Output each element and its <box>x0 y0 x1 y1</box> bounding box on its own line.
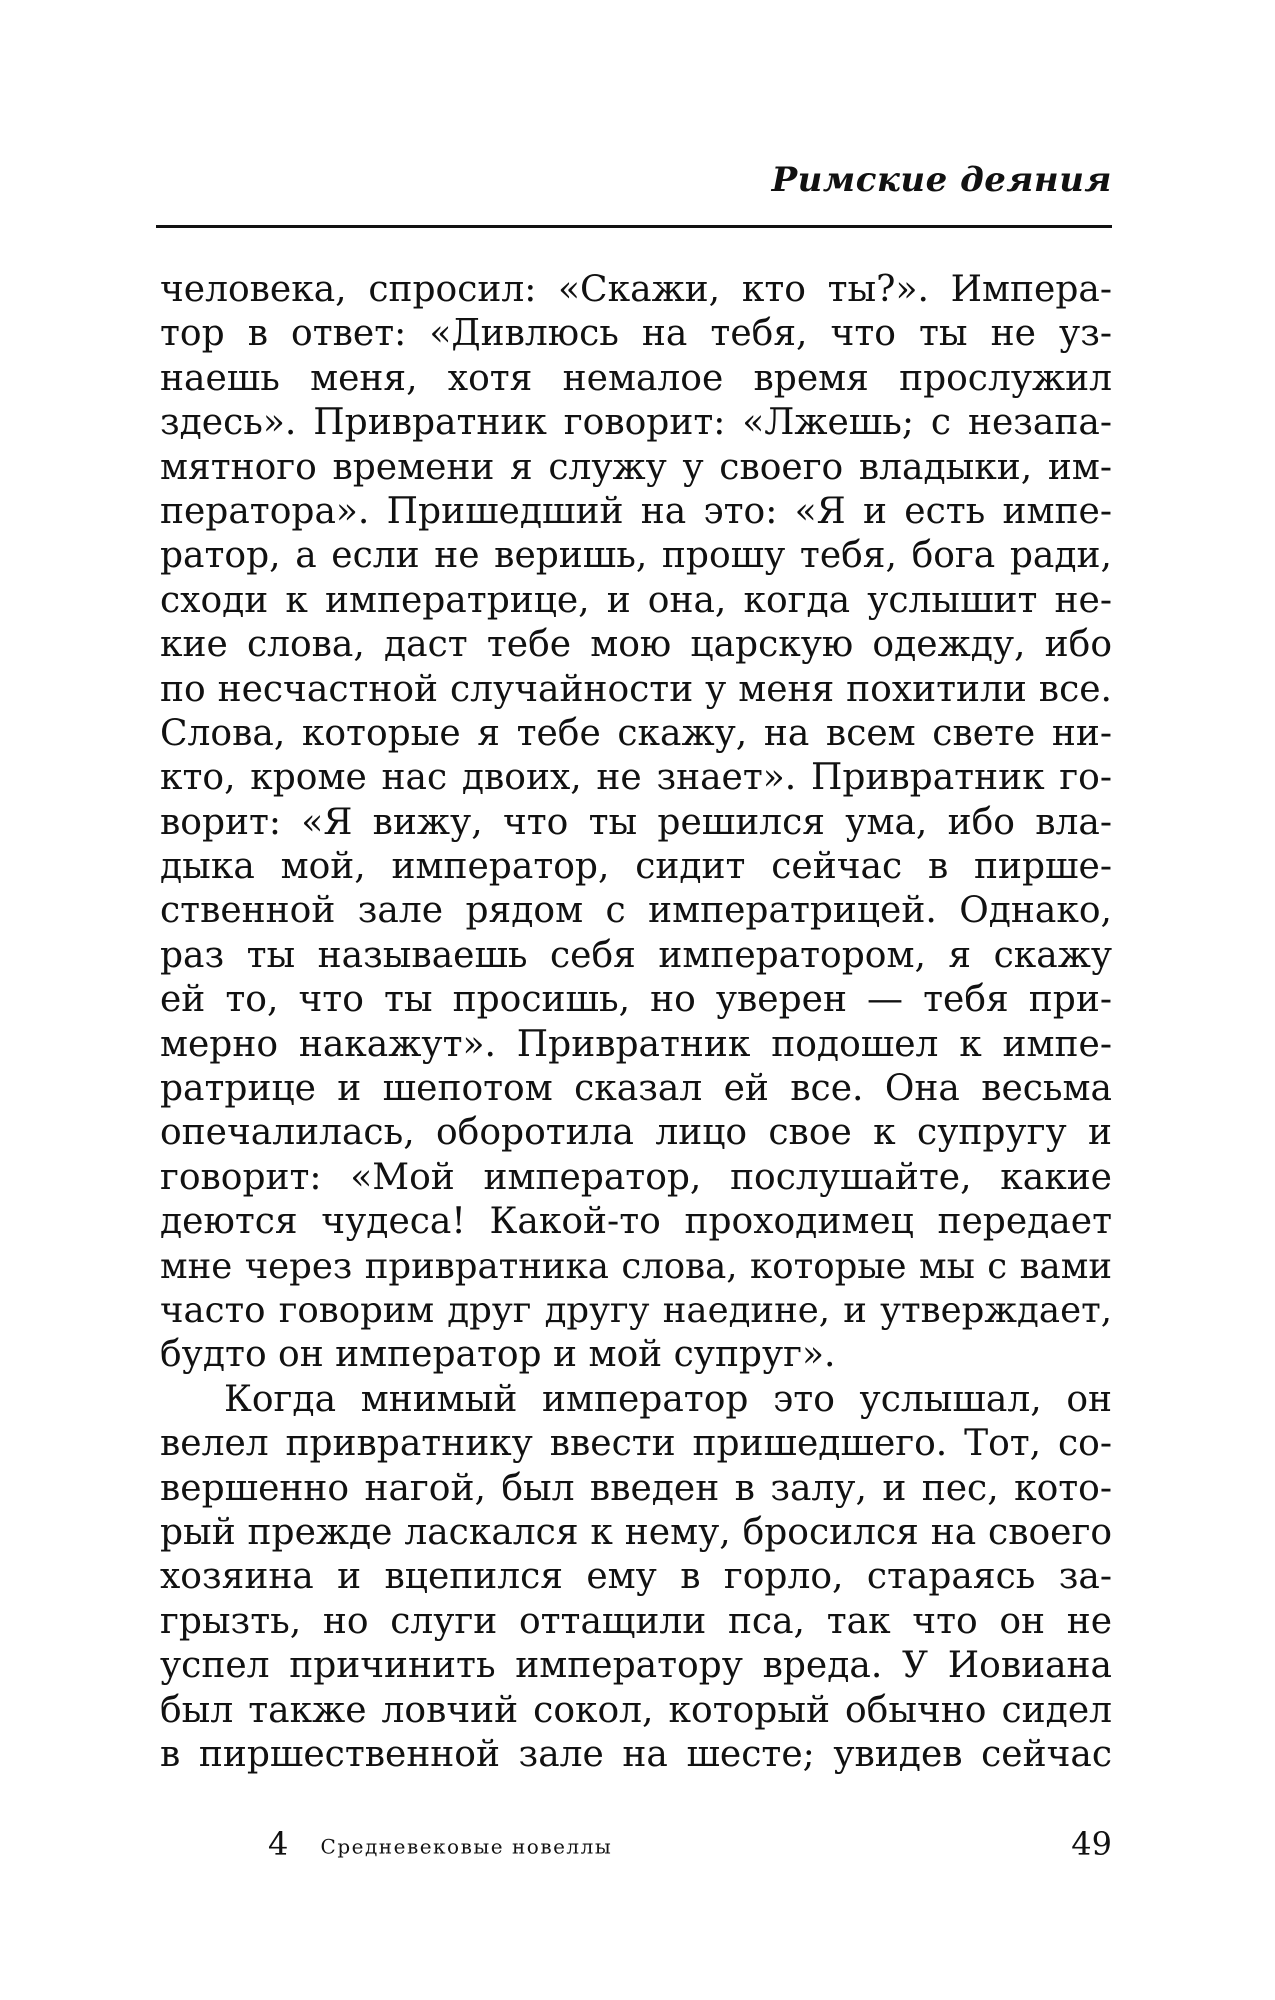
text-line: Когда мнимый император это услышал, он <box>224 1378 1112 1420</box>
text-line: часто говорим друг другу наедине, и утверждает, <box>160 1289 1112 1331</box>
signature-title: Средневековые новеллы <box>320 1834 613 1859</box>
text-line: говорит: «Мой император, послушайте, какие <box>160 1156 1112 1198</box>
text-line: здесь». Привратник говорит: «Лжешь; с незапа- <box>160 402 1112 444</box>
text-line: Слова, которые я тебе скажу, на всем свете ни- <box>160 712 1112 754</box>
text-line: человека, спросил: «Скажи, кто ты?». Импера- <box>160 269 1112 310</box>
text-line: хозяина и вцепился ему в горло, стараясь за- <box>160 1556 1112 1598</box>
text-line: ратор, а если не веришь, прошу тебя, бога ради, <box>160 535 1112 577</box>
printer-signature <box>268 1825 612 1863</box>
page-number: 49 <box>1071 1825 1112 1863</box>
body-text <box>160 268 1112 1777</box>
text-line: ператора». Пришедший на это: «Я и есть импе- <box>160 490 1112 532</box>
text-line: мерно накажут». Привратник подошел к импе- <box>160 1023 1112 1065</box>
paragraph-1 <box>160 268 1112 1378</box>
text-line: ей то, что ты просишь, но уверен — тебя при- <box>160 979 1112 1021</box>
text-line: по несчастной случайности у меня похитили все. <box>160 668 1112 710</box>
text-line: тор в ответ: «Дивлюсь на тебя, что ты не уз- <box>160 313 1112 355</box>
text-line: мятного времени я служу у своего владыки, им- <box>160 446 1112 488</box>
running-head: Римские деяния <box>771 160 1112 200</box>
text-line: был также ловчий сокол, который обычно сидел <box>160 1689 1112 1731</box>
text-line: опечалилась, оборотила лицо свое к супругу и <box>160 1112 1112 1154</box>
text-line: будто он император и мой супруг». <box>160 1334 836 1376</box>
text-line: кто, кроме нас двоих, не знает». Привратник го- <box>160 757 1112 799</box>
text-line: ратрице и шепотом сказал ей все. Она весьма <box>160 1068 1112 1110</box>
signature-number: 4 <box>268 1825 289 1863</box>
text-line: ворит: «Я вижу, что ты решился ума, ибо вла- <box>160 801 1112 843</box>
paragraph-2 <box>160 1378 1112 1778</box>
text-line: в пиршественной зале на шесте; увидев сейчас <box>160 1733 1112 1775</box>
text-line: кие слова, даст тебе мою царскую одежду, ибо <box>160 624 1112 666</box>
text-line: наешь меня, хотя немалое время прослужил <box>160 357 1112 399</box>
page-footer <box>160 1825 1112 1865</box>
text-line: велел привратнику ввести пришедшего. Тот, со- <box>160 1423 1112 1465</box>
text-line: дыка мой, император, сидит сейчас в пирше- <box>160 846 1112 888</box>
text-line: рый прежде ласкался к нему, бросился на своего <box>160 1511 1112 1553</box>
text-line: успел причинить императору вреда. У Иовиана <box>160 1645 1112 1687</box>
text-line: сходи к императрице, и она, когда услышит не- <box>160 579 1112 621</box>
text-line: раз ты называешь себя императором, я скажу <box>160 934 1112 976</box>
text-line: деются чудеса! Какой-то проходимец передает <box>160 1201 1112 1243</box>
text-line: грызть, но слуги оттащили пса, так что он не <box>160 1600 1112 1642</box>
text-line: вершенно нагой, был введен в залу, и пес, кото- <box>160 1467 1112 1509</box>
text-line: мне через привратника слова, которые мы с вами <box>160 1245 1112 1287</box>
header-rule <box>156 225 1112 228</box>
text-line: ственной зале рядом с императрицей. Однако, <box>160 890 1112 932</box>
